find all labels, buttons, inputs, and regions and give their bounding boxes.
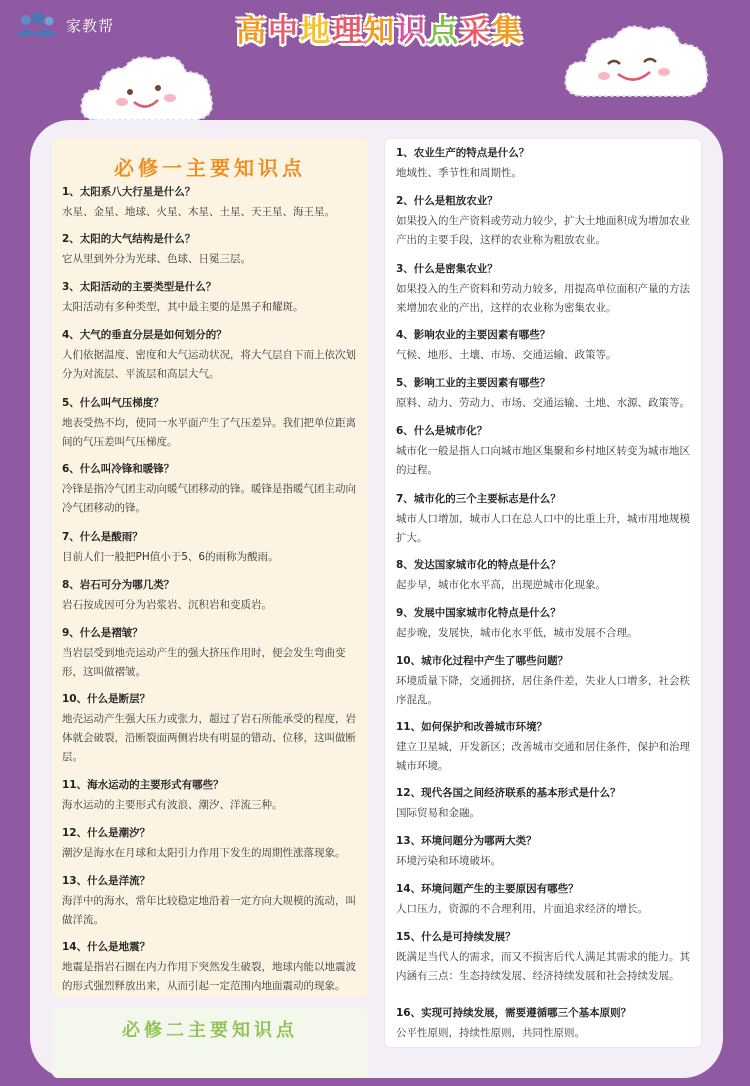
answer-text: 如果投入的生产资料和劳动力较多，用提高单位面积产量的方法来增加农业的产出，这样的农业称为密集农业。	[396, 283, 690, 314]
qa-item	[396, 262, 692, 318]
left-cloud-decoration	[78, 50, 218, 130]
question-text: 11、如何保护和改善城市环境？	[396, 721, 548, 733]
question-text: 2、什么是粗放农业？	[396, 195, 498, 207]
qa-item	[396, 720, 692, 776]
question-text: 16、实现可持续发展，需要遵循哪三个基本原则？	[396, 1007, 632, 1019]
family-logo-icon	[14, 12, 60, 38]
answer-text: 地壳运动产生强大压力或张力，超过了岩石所能承受的程度，岩体就会破裂，沿断裂面两侧岩块有明显的错动、位移，这叫做断层。	[62, 713, 356, 763]
question-text: 2、太阳的大气结构是什么？	[62, 233, 196, 245]
answer-text: 起步晚，发展快，城市化水平低，城市发展不合理。	[396, 627, 638, 639]
qa-item	[396, 930, 692, 986]
qa-item	[62, 578, 358, 615]
answer-text: 岩石按成因可分为岩浆岩、沉积岩和变质岩。	[62, 599, 272, 611]
question-text: 10、什么是断层？	[62, 693, 151, 705]
answer-text: 建立卫星城，开发新区；改善城市交通和居住条件，保护和治理城市环境。	[396, 741, 690, 772]
question-text: 3、太阳活动的主要类型是什么？	[62, 281, 217, 293]
answer-text: 气候、地形、土壤、市场、交通运输、政策等。	[396, 349, 617, 361]
question-text: 4、影响农业的主要因素有哪些？	[396, 329, 551, 341]
qa-item	[396, 424, 692, 480]
section2-title: 必修二主要知识点	[122, 1020, 298, 1041]
right-cloud-decoration	[562, 20, 712, 106]
answer-text: 国际贸易和金融。	[396, 807, 480, 819]
answer-text: 潮汐是海水在月球和太阳引力作用下发生的周期性涨落现象。	[62, 847, 346, 859]
answer-text: 地表受热不均，使同一水平面产生了气压差异。我们把单位距离间的气压差叫气压梯度。	[62, 417, 356, 448]
section1-title: 必修一主要知识点	[114, 156, 306, 180]
answer-text: 太阳活动有多种类型，其中最主要的是黑子和耀斑。	[62, 301, 304, 313]
question-text: 7、城市化的三个主要标志是什么？	[396, 493, 561, 505]
answer-text: 公平性原则，持续性原则，共同性原则。	[396, 1027, 585, 1039]
brand	[14, 12, 114, 38]
qa-item	[396, 146, 692, 183]
answer-text: 城市人口增加，城市人口在总人口中的比重上升，城市用地规模扩大。	[396, 513, 690, 544]
question-text: 3、什么是密集农业？	[396, 263, 498, 275]
answer-text: 冷锋是指冷气团主动向暖气团移动的锋。暖锋是指暖气团主动向冷气团移动的锋。	[62, 483, 356, 514]
question-text: 10、城市化过程中产生了哪些问题？	[396, 655, 569, 667]
answer-text: 海水运动的主要形式有波浪、潮汐、洋流三种。	[62, 799, 283, 811]
qa-item	[396, 194, 692, 250]
qa-item	[396, 558, 692, 595]
question-text: 14、环境问题产生的主要原因有哪些？	[396, 883, 579, 895]
question-text: 15、什么是可持续发展？	[396, 931, 516, 943]
question-text: 4、大气的垂直分层是如何划分的？	[62, 329, 227, 341]
answer-text: 环境质量下降，交通拥挤，居住条件差，失业人口增多，社会秩序混乱。	[396, 675, 690, 706]
qa-item	[396, 786, 692, 823]
brand-name: 家教帮	[66, 16, 115, 35]
answer-text: 人口压力，资源的不合理利用，片面追求经济的增长。	[396, 903, 648, 915]
answer-text: 如果投入的生产资料或劳动力较少，扩大土地面积成为增加农业产出的主要手段，这样的农业称为粗放农业。	[396, 215, 690, 246]
qa-item	[396, 834, 692, 871]
answer-text: 水星、金星、地球、火星、木星、土星、天王星、海王星。	[62, 206, 335, 218]
question-text: 9、发展中国家城市化特点是什么？	[396, 607, 561, 619]
answer-text: 地震是指岩石圈在内力作用下突然发生破裂，地球内能以地震波的形式强烈释放出来，从而引起一定范围内地面震动的现象。	[62, 961, 356, 992]
question-text: 14、什么是地震？	[62, 941, 151, 953]
qa-item	[396, 654, 692, 710]
qa-item	[62, 626, 358, 682]
qa-item	[62, 280, 358, 317]
answer-text: 地域性、季节性和周期性。	[396, 167, 522, 179]
page-title: 高中地理知识点采集	[236, 14, 524, 49]
qa-item	[396, 376, 692, 413]
qa-item	[62, 185, 358, 222]
qa-item	[396, 882, 692, 919]
qa-item	[62, 692, 358, 767]
question-text: 7、什么是酸雨？	[62, 531, 143, 543]
qa-item	[62, 462, 358, 518]
answer-text: 海洋中的海水，常年比较稳定地沿着一定方向大规模的流动，叫做洋流。	[62, 895, 356, 926]
answer-text: 人们依据温度、密度和大气运动状况，将大气层自下而上依次划分为对流层、平流层和高层大气。	[62, 349, 356, 380]
question-text: 9、什么是褶皱？	[62, 627, 143, 639]
question-text: 5、影响工业的主要因素有哪些？	[396, 377, 551, 389]
question-text: 13、什么是洋流？	[62, 875, 151, 887]
question-text: 1、太阳系八大行星是什么？	[62, 186, 196, 198]
question-text: 6、什么是城市化？	[396, 425, 488, 437]
question-text: 5、什么叫气压梯度？	[62, 397, 164, 409]
answer-text: 目前人们一般把PH值小于5、6的雨称为酸雨。	[62, 551, 279, 563]
qa-item	[62, 778, 358, 815]
answer-text: 它从里到外分为光球、色球、日冕三层。	[62, 253, 251, 265]
qa-item	[396, 328, 692, 365]
qa-item	[62, 328, 358, 384]
qa-item	[62, 530, 358, 567]
question-text: 11、海水运动的主要形式有哪些？	[62, 779, 224, 791]
question-text: 6、什么叫冷锋和暖锋？	[62, 463, 175, 475]
question-text: 12、现代各国之间经济联系的基本形式是什么？	[396, 787, 621, 799]
qa-item	[62, 232, 358, 269]
qa-item	[62, 826, 358, 863]
question-text: 1、农业生产的特点是什么？	[396, 147, 530, 159]
answer-text: 原料、动力、劳动力、市场、交通运输、土地、水源、政策等。	[396, 397, 690, 409]
qa-item	[396, 1006, 692, 1043]
question-text: 8、岩石可分为哪几类？	[62, 579, 175, 591]
answer-text: 当岩层受到地壳运动产生的强大挤压作用时，便会发生弯曲变形，这叫做褶皱。	[62, 647, 346, 678]
answer-text: 既满足当代人的需求，而又不损害后代人满足其需求的能力。其内涵有三点：生态持续发展、经济持续发展和社会持续发展。	[396, 951, 690, 982]
question-text: 13、环境问题分为哪两大类？	[396, 835, 537, 847]
answer-text: 环境污染和环境破坏。	[396, 855, 501, 867]
answer-text: 起步早，城市化水平高，出现逆城市化现象。	[396, 579, 606, 591]
qa-item	[62, 940, 358, 996]
answer-text: 城市化一般是指人口向城市地区集聚和乡村地区转变为城市地区的过程。	[396, 445, 690, 476]
qa-item	[396, 492, 692, 548]
question-text: 8、发达国家城市化的特点是什么？	[396, 559, 561, 571]
qa-item	[396, 606, 692, 643]
qa-item	[62, 874, 358, 930]
question-text: 12、什么是潮汐？	[62, 827, 151, 839]
qa-item	[62, 396, 358, 452]
